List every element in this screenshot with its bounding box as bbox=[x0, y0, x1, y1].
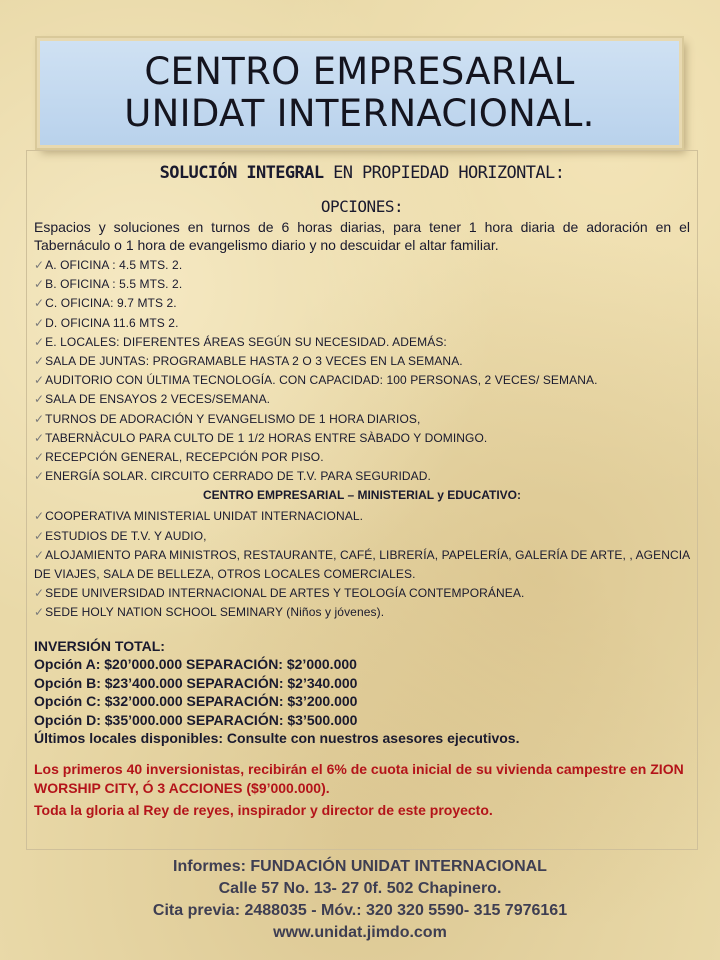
list-item: ✓ESTUDIOS DE T.V. Y AUDIO, bbox=[34, 528, 207, 543]
check-icon: ✓ bbox=[34, 373, 45, 388]
footer-address: Calle 57 No. 13- 27 0f. 502 Chapinero. bbox=[218, 880, 502, 897]
ministerial-list bbox=[34, 507, 690, 622]
list-item: ✓TURNOS DE ADORACIÓN Y EVANGELISMO DE 1 HORA DIARIOS, bbox=[34, 411, 421, 426]
title-banner bbox=[37, 38, 682, 148]
title-line-1: CENTRO EMPRESARIAL bbox=[144, 50, 575, 93]
check-icon: ✓ bbox=[34, 547, 45, 562]
list-item: ✓RECEPCIÓN GENERAL, RECEPCIÓN POR PISO. bbox=[34, 450, 324, 465]
investment-section bbox=[34, 637, 690, 748]
check-icon: ✓ bbox=[34, 411, 45, 426]
check-icon: ✓ bbox=[34, 392, 45, 407]
list-item: ✓TABERNÀCULO PARA CULTO DE 1 1/2 HORAS ENTRE SÀBADO Y DOMINGO. bbox=[34, 430, 488, 445]
list-item: ✓SEDE HOLY NATION SCHOOL SEMINARY (Niños y jóvenes). bbox=[34, 605, 385, 620]
list-item: ✓AUDITORIO CON ÚLTIMA TECNOLOGÍA. CON CAPACIDAD: 100 PERSONAS, 2 VECES/ SEMANA. bbox=[34, 373, 598, 388]
investment-heading: INVERSIÓN TOTAL: bbox=[34, 637, 165, 654]
list-item: ✓ENERGÍA SOLAR. CIRCUITO CERRADO DE T.V. PARA SEGURIDAD. bbox=[34, 469, 431, 484]
subtitle-rest: EN PROPIEDAD HORIZONTAL: bbox=[323, 163, 565, 183]
ministerial-heading: CENTRO EMPRESARIAL – MINISTERIAL y EDUCATIVO: bbox=[202, 488, 522, 503]
investment-line: Opción B: $23’400.000 SEPARACIÓN: $2’340.000 bbox=[34, 674, 358, 691]
check-icon: ✓ bbox=[34, 354, 45, 369]
subtitle bbox=[34, 163, 690, 183]
subtitle-bold: SOLUCIÓN INTEGRAL bbox=[159, 163, 324, 183]
investment-note: Últimos locales disponibles: Consulte con nuestros asesores ejecutivos. bbox=[34, 730, 520, 747]
list-item: ✓COOPERATIVA MINISTERIAL UNIDAT INTERNACIONAL. bbox=[34, 509, 364, 524]
investment-line: Opción C: $32’000.000 SEPARACIÓN: $3’200.000 bbox=[34, 693, 358, 710]
investment-line: Opción A: $20’000.000 SEPARACIÓN: $2’000.000 bbox=[34, 656, 357, 673]
promo-text: Los primeros 40 inversionistas, recibirán el 6% de cuota inicial de su vivienda campestre en ZION WORSHIP CITY, Ó 3 ACCIONES ($9’000.000). bbox=[34, 760, 684, 796]
intro-text: Espacios y soluciones en turnos de 6 horas diarias, para tener 1 hora diaria de adoración en el Tabernáculo o 1 hora de evangelismo diario y no descuidar el altar familiar. bbox=[34, 219, 690, 253]
check-icon: ✓ bbox=[34, 296, 45, 311]
list-item: ✓C. OFICINA: 9.7 MTS 2. bbox=[34, 296, 177, 311]
footer-website-link[interactable]: www.unidat.jimdo.com bbox=[273, 924, 447, 941]
check-icon: ✓ bbox=[34, 509, 45, 524]
check-icon: ✓ bbox=[34, 450, 45, 465]
list-item: ✓SALA DE ENSAYOS 2 VECES/SEMANA. bbox=[34, 392, 271, 407]
gloria-text: Toda la gloria al Rey de reyes, inspirador y director de este proyecto. bbox=[34, 801, 493, 818]
list-item: ✓SALA DE JUNTAS: PROGRAMABLE HASTA 2 O 3 VECES EN LA SEMANA. bbox=[34, 354, 463, 369]
title-line-2: UNIDAT INTERNACIONAL. bbox=[124, 92, 595, 135]
footer-contact bbox=[0, 856, 720, 944]
check-icon: ✓ bbox=[34, 334, 45, 349]
check-icon: ✓ bbox=[34, 528, 45, 543]
check-icon: ✓ bbox=[34, 430, 45, 445]
options-list bbox=[34, 256, 690, 486]
list-item: ✓ALOJAMIENTO PARA MINISTROS, RESTAURANTE, CAFÉ, LIBRERÍA, PAPELERÍA, GALERÍA DE ARTE, , AGENCIA DE VIAJES, SALA DE BELLEZA, OTROS LOCALES COMERCIALES. bbox=[34, 547, 690, 582]
list-item: ✓A. OFICINA : 4.5 MTS. 2. bbox=[34, 258, 183, 272]
list-item: ✓D. OFICINA 11.6 MTS 2. bbox=[34, 315, 179, 330]
content-panel bbox=[26, 150, 698, 850]
list-item: ✓B. OFICINA : 5.5 MTS. 2. bbox=[34, 277, 183, 292]
check-icon: ✓ bbox=[34, 469, 45, 484]
check-icon: ✓ bbox=[34, 277, 45, 292]
footer-line-1: Informes: FUNDACIÓN UNIDAT INTERNACIONAL bbox=[173, 858, 547, 875]
check-icon: ✓ bbox=[34, 315, 45, 330]
list-item: ✓SEDE UNIVERSIDAD INTERNACIONAL DE ARTES Y TEOLOGÍA CONTEMPORÁNEA. bbox=[34, 586, 525, 601]
check-icon: ✓ bbox=[34, 605, 45, 620]
check-icon: ✓ bbox=[34, 258, 45, 272]
footer-phones: Cita previa: 2488035 - Móv.: 320 320 5590- 315 7976161 bbox=[152, 902, 568, 919]
check-icon: ✓ bbox=[34, 586, 45, 601]
investment-line: Opción D: $35’000.000 SEPARACIÓN: $3’500.000 bbox=[34, 711, 358, 728]
list-item: ✓E. LOCALES: DIFERENTES ÁREAS SEGÚN SU NECESIDAD. ADEMÁS: bbox=[34, 334, 447, 349]
opciones-heading: OPCIONES: bbox=[320, 197, 404, 216]
